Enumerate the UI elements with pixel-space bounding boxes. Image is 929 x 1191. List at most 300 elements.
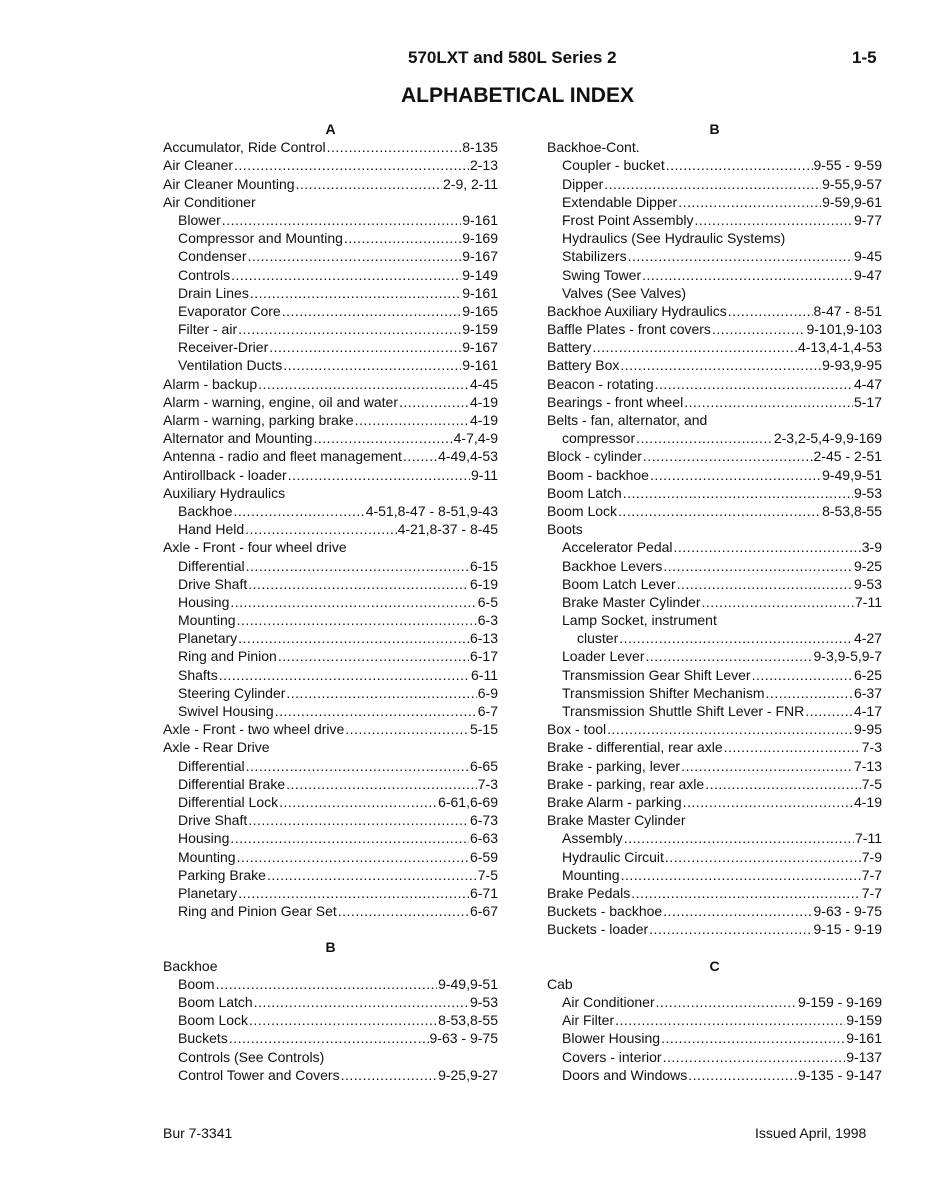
index-page-ref: 4-19 <box>469 412 498 428</box>
index-term: Compressor and Mounting <box>178 230 343 247</box>
index-term: Extendable Dipper <box>562 193 678 210</box>
index-entry <box>163 775 498 793</box>
index-entry <box>163 284 498 302</box>
index-page-ref: 6-65 <box>469 757 498 774</box>
index-entry <box>163 829 498 847</box>
dot-leader <box>237 848 469 866</box>
index-term: Brake - parking, rear axle <box>547 775 705 792</box>
index-entry <box>163 757 498 775</box>
index-page-ref: 9-53 <box>853 575 882 592</box>
index-term: Planetary <box>178 884 238 901</box>
index-page-ref: 6-61,6-69 <box>438 793 498 810</box>
index-page-ref: 9-53 <box>469 994 498 1010</box>
index-term: Transmission Shifter Mechanism <box>562 684 765 701</box>
index-entry <box>547 647 882 665</box>
index-term: Brake - parking, lever <box>547 757 681 774</box>
index-entry <box>163 338 498 356</box>
index-term: Drain Lines <box>178 284 249 301</box>
dot-leader <box>230 829 469 847</box>
index-term: Boom Latch Lever <box>562 575 676 592</box>
index-entry <box>163 1029 498 1047</box>
index-page-ref: 7-7 <box>861 866 882 883</box>
index-entry <box>547 593 882 611</box>
index-page-ref: 9-55 - 9-59 <box>813 157 882 174</box>
dot-leader <box>724 738 861 756</box>
dot-leader <box>684 393 853 411</box>
dot-leader <box>258 375 469 393</box>
index-entry <box>547 993 882 1011</box>
index-term: Swivel Housing <box>178 703 274 719</box>
dot-leader <box>269 338 461 356</box>
index-entry <box>163 848 498 866</box>
dot-leader <box>286 775 477 793</box>
index-entry <box>547 538 882 556</box>
index-page-ref: 6-11 <box>471 666 498 683</box>
index-term: Housing <box>178 830 230 847</box>
index-term: Buckets - loader <box>547 921 649 938</box>
index-entry <box>163 211 498 229</box>
index-heading: Boots <box>547 521 583 538</box>
index-term: Alternator and Mounting <box>163 430 313 447</box>
index-page-ref: 9-169 <box>462 230 498 247</box>
index-entry <box>163 411 498 429</box>
dot-leader <box>313 429 452 447</box>
index-term: Dipper <box>562 175 604 192</box>
index-entry <box>547 211 882 229</box>
dot-leader <box>327 138 462 156</box>
index-term: Battery <box>547 339 592 356</box>
dot-leader <box>238 629 469 647</box>
index-page-ref: 6-73 <box>469 812 498 829</box>
index-heading: Hydraulics (See Hydraulic Systems) <box>562 230 786 247</box>
index-page-ref: 8-53,8-55 <box>822 502 882 519</box>
dot-leader <box>245 520 396 538</box>
index-entry <box>547 793 882 811</box>
index-entry <box>547 757 882 775</box>
index-term: Loader Lever <box>562 648 645 665</box>
page-number: 1-5 <box>852 48 877 67</box>
index-page-ref: 9-45 <box>853 248 882 265</box>
index-page-ref: 9-47 <box>853 266 882 283</box>
index-entry <box>547 557 882 575</box>
index-page-ref: 8-53,8-55 <box>438 1012 498 1029</box>
dot-leader <box>234 156 469 174</box>
index-heading: Axle - Rear Drive <box>163 739 270 756</box>
document-number: Bur 7-3341 <box>163 1125 233 1141</box>
index-entry <box>163 247 498 265</box>
index-page-ref: 9-159 - 9-169 <box>797 994 882 1010</box>
index-heading: Controls (See Controls) <box>178 1048 325 1065</box>
dot-leader <box>674 538 861 556</box>
index-page-ref: 6-71 <box>469 884 498 901</box>
dot-leader <box>250 284 461 302</box>
index-page-ref: 9-3,9-5,9-7 <box>813 648 882 665</box>
index-page-ref: 5-15 <box>469 721 498 738</box>
index-term: Housing <box>178 593 230 610</box>
dot-leader <box>666 156 813 174</box>
index-entry <box>547 429 882 447</box>
index-column-left <box>163 120 498 1084</box>
index-page-ref: 4-47 <box>853 375 882 392</box>
index-entry <box>163 356 498 374</box>
index-term: Air Cleaner <box>163 157 234 174</box>
index-term: Axle - Front - two wheel drive <box>163 721 345 738</box>
index-page-ref: 9-161 <box>462 284 498 301</box>
index-page-ref: 8-135 <box>462 139 498 156</box>
index-term: Coupler - bucket <box>562 157 665 174</box>
index-entry <box>547 502 882 520</box>
index-page-ref: 2-13 <box>469 157 498 174</box>
index-page-ref: 9-165 <box>462 302 498 319</box>
index-entry <box>547 866 882 884</box>
index-page-ref: 3-9 <box>861 539 882 556</box>
index-entry <box>163 175 498 193</box>
index-entry <box>547 666 882 684</box>
index-entry <box>547 738 882 756</box>
dot-leader <box>341 1066 437 1084</box>
index-entry <box>547 1066 882 1084</box>
index-entry <box>163 647 498 665</box>
index-term: Alarm - warning, parking brake <box>163 412 354 428</box>
dot-leader <box>607 720 853 738</box>
index-page-ref: 9-49,9-51 <box>438 975 498 992</box>
index-page-ref: 4-49,4-53 <box>438 448 498 465</box>
dot-leader <box>624 829 854 847</box>
index-page-ref: 9-161 <box>846 1030 882 1047</box>
index-entry <box>547 1048 882 1066</box>
index-page-ref: 9-161 <box>462 357 498 374</box>
index-entry <box>547 247 882 265</box>
dot-leader <box>248 575 469 593</box>
index-entry <box>163 993 498 1011</box>
index-entry <box>163 575 498 593</box>
index-page-ref: 9-149 <box>462 266 498 283</box>
index-term: Brake - differential, rear axle <box>547 739 723 756</box>
dot-leader <box>712 320 806 338</box>
issue-date: Issued April, 1998 <box>755 1125 867 1141</box>
index-term: Mounting <box>178 612 236 629</box>
index-term: Boom Lock <box>178 1012 249 1029</box>
index-page-ref: 9-137 <box>846 1048 882 1065</box>
index-term: Alarm - warning, engine, oil and water <box>163 393 399 410</box>
index-term: Boom Latch <box>547 484 622 501</box>
section-letter: B <box>709 121 720 137</box>
dot-leader <box>663 902 812 920</box>
dot-leader <box>222 211 461 229</box>
dot-leader <box>279 793 437 811</box>
index-entry <box>547 484 882 502</box>
index-term: Air Cleaner Mounting <box>163 175 295 192</box>
index-page-ref: 2-45 - 2-51 <box>813 448 882 465</box>
index-page-ref: 7-11 <box>855 830 882 847</box>
index-term: Condenser <box>178 248 247 265</box>
index-entry <box>547 193 882 211</box>
section-letter: A <box>325 121 336 137</box>
dot-leader <box>246 557 469 575</box>
index-term: Differential <box>178 557 245 574</box>
index-term: Buckets <box>178 1030 228 1047</box>
dot-leader <box>728 302 813 320</box>
index-title: ALPHABETICAL INDEX <box>401 84 634 107</box>
dot-leader <box>238 884 469 902</box>
index-term: Backhoe Levers <box>562 557 663 574</box>
index-term: Control Tower and Covers <box>178 1066 340 1083</box>
index-term: Boom Latch <box>178 994 253 1010</box>
index-entry <box>163 611 498 629</box>
dot-leader <box>278 647 469 665</box>
index-page-ref: 9-15 - 9-19 <box>813 921 882 938</box>
index-term: Block - cylinder <box>547 448 642 465</box>
dot-leader <box>237 611 477 629</box>
dot-leader <box>338 902 469 920</box>
index-page-ref: 2-9, 2-11 <box>443 175 498 192</box>
index-term: Swing Tower <box>562 266 642 283</box>
dot-leader <box>695 211 853 229</box>
index-page-ref: 6-5 <box>477 593 498 610</box>
index-page-ref: 2-3,2-5,4-9,9-169 <box>773 430 882 447</box>
index-entry <box>163 502 498 520</box>
index-page-ref: 7-3 <box>477 775 498 792</box>
dot-leader <box>249 1011 437 1029</box>
dot-leader <box>702 593 855 611</box>
index-entry <box>163 156 498 174</box>
index-column-right <box>547 120 882 1084</box>
dot-leader <box>705 775 861 793</box>
section-letter: B <box>325 939 336 956</box>
index-heading: Axle - Front - four wheel drive <box>163 539 347 556</box>
index-term: Blower Housing <box>562 1030 661 1047</box>
index-page-ref: 9-95 <box>853 721 882 738</box>
index-page-ref: 6-37 <box>853 684 882 701</box>
dot-leader <box>231 266 461 284</box>
index-page-ref: 7-11 <box>855 593 882 610</box>
index-page-ref: 6-25 <box>853 666 882 683</box>
index-page-ref: 4-17 <box>853 703 882 719</box>
index-page-ref: 7-13 <box>853 757 882 774</box>
dot-leader <box>649 920 812 938</box>
index-heading: Belts - fan, alternator, and <box>547 412 708 428</box>
index-entry <box>163 429 498 447</box>
index-term: Antenna - radio and fleet management <box>163 448 402 465</box>
index-term: Bearings - front wheel <box>547 393 684 410</box>
dot-leader <box>296 175 442 193</box>
index-entry <box>163 138 498 156</box>
dot-leader <box>623 484 853 502</box>
dot-leader <box>683 793 853 811</box>
dot-leader <box>345 720 469 738</box>
index-entry <box>163 466 498 484</box>
dot-leader <box>216 975 437 993</box>
index-page-ref: 9-77 <box>853 211 882 228</box>
index-entry <box>547 375 882 393</box>
index-term: Antirollback - loader <box>163 466 287 483</box>
index-term: Ring and Pinion <box>178 648 277 665</box>
index-term: Shafts <box>178 666 218 683</box>
index-term: Drive Shaft <box>178 812 248 829</box>
dot-leader <box>661 1029 845 1047</box>
index-page-ref: 6-15 <box>469 557 498 574</box>
dot-leader <box>355 411 469 429</box>
index-page-ref: 7-3 <box>861 739 882 756</box>
index-term: Baffle Plates - front covers <box>547 321 711 338</box>
index-term: Evaporator Core <box>178 302 281 319</box>
index-term: Ventilation Ducts <box>178 357 283 374</box>
index-entry <box>547 320 882 338</box>
dot-leader <box>766 684 853 702</box>
section-letter: C <box>709 957 720 974</box>
dot-leader <box>619 629 853 647</box>
index-page-ref: 7-5 <box>861 775 882 792</box>
dot-leader <box>592 338 797 356</box>
dot-leader <box>663 1048 846 1066</box>
dot-leader <box>399 393 469 411</box>
index-term: Boom Lock <box>547 502 618 519</box>
index-term: Backhoe Auxiliary Hydraulics <box>547 302 727 319</box>
index-term: Transmission Gear Shift Lever <box>562 666 751 683</box>
index-entry <box>547 884 882 902</box>
index-page-ref: 6-3 <box>477 612 498 629</box>
index-entry <box>163 520 498 538</box>
index-term: Planetary <box>178 630 238 647</box>
dot-leader <box>219 666 470 684</box>
index-term: Doors and Windows <box>562 1066 688 1083</box>
index-entry <box>547 720 882 738</box>
index-page-ref: 9-55,9-57 <box>822 175 882 192</box>
index-entry <box>163 629 498 647</box>
dot-leader <box>283 356 461 374</box>
index-page-ref: 9-167 <box>462 248 498 265</box>
index-page-ref: 4-7,4-9 <box>453 430 498 447</box>
dot-leader <box>646 647 813 665</box>
dot-leader <box>230 593 476 611</box>
dot-leader <box>628 247 853 265</box>
index-page-ref: 6-19 <box>469 575 498 592</box>
dot-leader <box>344 229 461 247</box>
index-heading: Cab <box>547 975 573 992</box>
dot-leader <box>631 884 860 902</box>
index-term: Backhoe <box>178 502 233 519</box>
index-term: Buckets - backhoe <box>547 903 663 920</box>
index-page-ref: 6-9 <box>477 684 498 701</box>
index-entry <box>163 393 498 411</box>
index-term: Box - tool <box>547 721 607 738</box>
dot-leader <box>229 1029 429 1047</box>
index-entry <box>163 557 498 575</box>
index-entry <box>163 811 498 829</box>
dot-leader <box>621 866 861 884</box>
index-entry <box>547 393 882 411</box>
dot-leader <box>615 1011 845 1029</box>
dot-leader <box>650 466 821 484</box>
index-page-ref: 4-27 <box>853 630 882 647</box>
index-term: cluster <box>577 630 619 647</box>
index-term: Frost Point Assembly <box>562 211 694 228</box>
index-heading: Brake Master Cylinder <box>547 812 686 829</box>
index-term: Boom - backhoe <box>547 466 649 483</box>
index-entry <box>547 702 882 720</box>
index-page-ref: 4-21,8-37 - 8-45 <box>397 521 498 538</box>
section-spacer <box>163 920 498 938</box>
index-entry <box>547 447 882 465</box>
index-term: Air Conditioner <box>562 994 655 1010</box>
index-entry <box>163 1066 498 1084</box>
index-term: Differential <box>178 757 245 774</box>
dot-leader <box>282 302 461 320</box>
index-term: Covers - interior <box>562 1048 662 1065</box>
index-page-ref: 6-17 <box>469 648 498 665</box>
index-entry <box>163 684 498 702</box>
index-heading: Backhoe <box>163 957 218 974</box>
index-page-ref: 9-53 <box>853 484 882 501</box>
index-entry <box>163 884 498 902</box>
index-entry <box>163 793 498 811</box>
index-entry <box>163 720 498 738</box>
index-heading: Lamp Socket, instrument <box>562 612 717 629</box>
index-entry <box>163 447 498 465</box>
index-term: Battery Box <box>547 357 620 374</box>
index-page-ref: 6-67 <box>469 903 498 920</box>
index-term: Brake Alarm - parking <box>547 793 682 810</box>
dot-leader <box>642 266 853 284</box>
dot-leader <box>254 993 469 1011</box>
dot-leader <box>604 175 821 193</box>
index-entry <box>163 320 498 338</box>
index-term: Assembly <box>562 830 623 847</box>
index-term: Accelerator Pedal <box>562 539 673 556</box>
index-heading: Valves (See Valves) <box>562 284 686 301</box>
index-term: Mounting <box>562 866 620 883</box>
dot-leader <box>643 447 813 465</box>
index-entry <box>163 593 498 611</box>
index-term: Accumulator, Ride Control <box>163 139 326 156</box>
dot-leader <box>246 757 469 775</box>
dot-leader <box>248 247 462 265</box>
dot-leader <box>663 557 853 575</box>
index-page-ref: 9-167 <box>462 339 498 356</box>
index-page-ref: 4-19 <box>853 793 882 810</box>
index-entry <box>547 266 882 284</box>
index-page-ref: 9-25,9-27 <box>438 1066 498 1083</box>
index-term: Hydraulic Circuit <box>562 848 664 865</box>
index-term: Differential Brake <box>178 775 286 792</box>
dot-leader <box>267 866 477 884</box>
index-entry <box>163 975 498 993</box>
index-entry <box>163 375 498 393</box>
index-page-ref: 9-159 <box>846 1012 882 1029</box>
index-entry <box>163 229 498 247</box>
index-entry <box>547 829 882 847</box>
dot-leader <box>248 811 469 829</box>
dot-leader <box>655 375 853 393</box>
index-term: Ring and Pinion Gear Set <box>178 903 337 920</box>
index-entry <box>547 629 882 647</box>
dot-leader <box>656 993 797 1011</box>
index-entry <box>547 684 882 702</box>
index-entry <box>547 575 882 593</box>
index-term: Receiver-Drier <box>178 339 269 356</box>
dot-leader <box>665 848 861 866</box>
index-term: Transmission Shuttle Shift Lever - FNR <box>562 703 805 719</box>
index-entry <box>547 175 882 193</box>
index-page-ref: 9-101,9-103 <box>806 321 882 338</box>
index-term: Parking Brake <box>178 866 266 883</box>
index-entry <box>163 1011 498 1029</box>
index-page-ref: 5-17 <box>853 393 882 410</box>
index-page-ref: 6-13 <box>469 630 498 647</box>
index-page-ref: 9-49,9-51 <box>822 466 882 483</box>
dot-leader <box>677 575 853 593</box>
index-page-ref: 4-45 <box>469 375 498 392</box>
